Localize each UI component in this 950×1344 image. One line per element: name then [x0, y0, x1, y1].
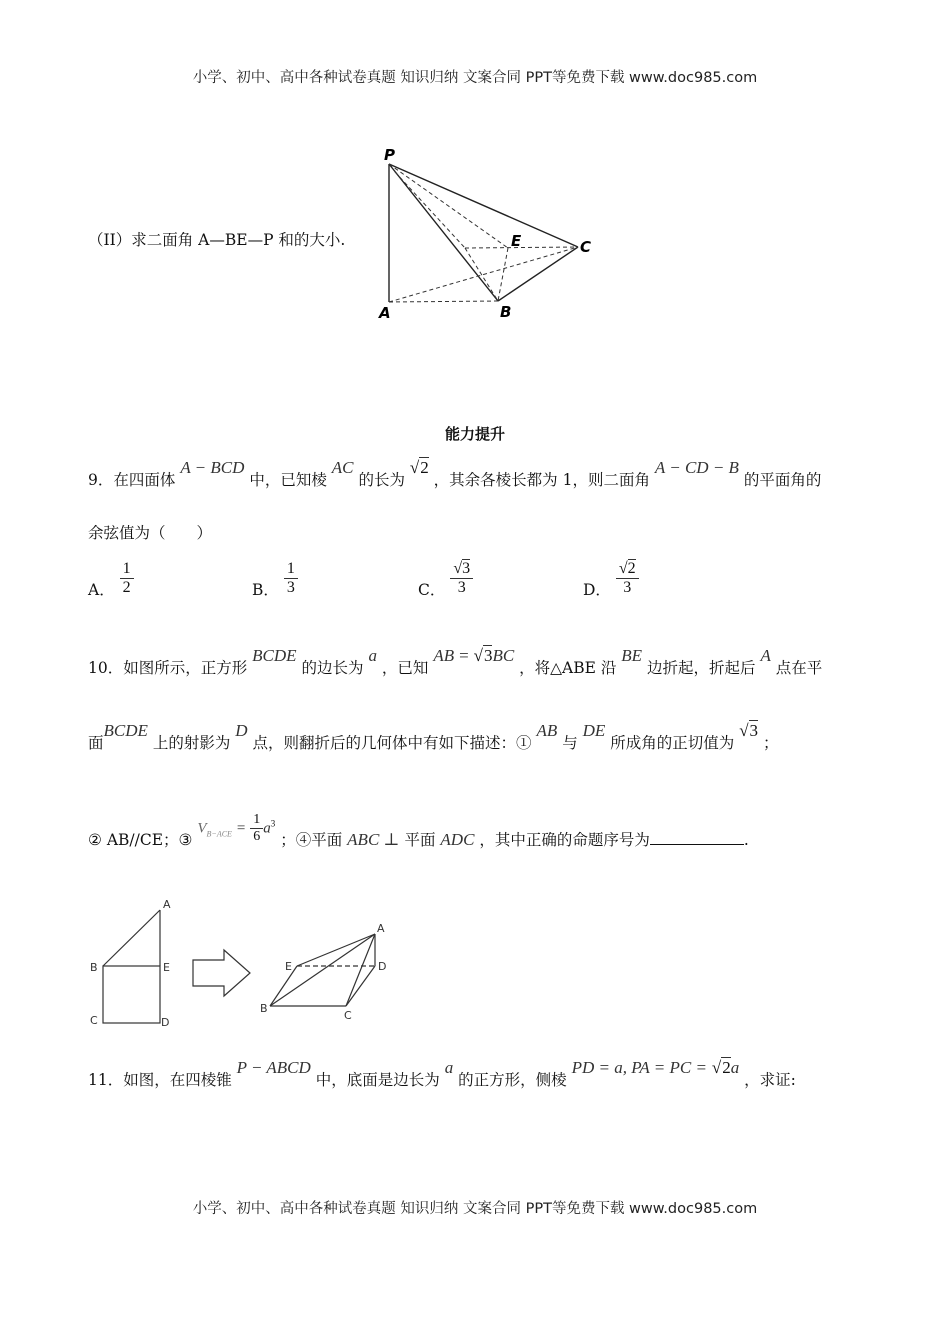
q9-option-c[interactable]: C． $\frac{√3}{3}$: [418, 560, 473, 598]
edge-PE: [389, 164, 508, 248]
square-bcde: [103, 966, 160, 1023]
q11-number: 11．如图，在四棱锥: [88, 1071, 232, 1089]
folding-figure: [85, 890, 405, 1030]
edge-B-E: [270, 966, 297, 1006]
pyramid-figure: [375, 140, 605, 325]
q9-line1: 9．在四面体 A − BCD 中，已知棱 AC 的长为 √2 ，其余各棱长都为 1，则二面角 A − CD − B 的平面角的: [88, 458, 822, 489]
section-title: 能力提升: [444, 425, 505, 443]
aux-line-3: [465, 248, 498, 301]
svg-text:D: D: [378, 960, 387, 973]
edge-BA: [103, 910, 160, 966]
edge-AC: [389, 247, 578, 302]
q10-line2: 面BCDE 上的射影为 D 点，则翻折后的几何体中有如下描述：① AB 与 DE 所成角的正切值为 √3 ；: [88, 721, 779, 752]
svg-text:C: C: [344, 1009, 352, 1022]
label-E: E: [511, 232, 522, 250]
svg-text:C: C: [90, 1014, 98, 1027]
label-A: A: [379, 304, 391, 322]
q10-line1: 10．如图所示，正方形 BCDE 的边长为 a ，已知 AB = √3BC ，将△ABE 沿 BE 边折起，折起后 A 点在平: [88, 646, 823, 677]
label-C: C: [580, 238, 592, 256]
q9-expr-tetra: A − BCD: [180, 458, 245, 477]
q9-line2: 余弦值为（ ）: [88, 524, 213, 542]
svg-text:E: E: [163, 961, 170, 974]
page-header: 小学、初中、高中各种试卷真题 知识归纳 文案合同 PPT等免费下载 www.doc985.com: [192, 70, 758, 86]
edge-PB: [389, 164, 498, 301]
q11-line1: 11．如图，在四棱锥 P − ABCD 中，底面是边长为 a 的正方形，侧棱 PD = a, PA = PC = √2a ，求证:: [88, 1058, 796, 1089]
label-B: B: [500, 303, 512, 321]
q9-expr-ac: AC: [331, 458, 354, 477]
arrow-shape: [193, 950, 250, 996]
svg-text:A: A: [163, 898, 171, 911]
q10-line3: ② AB//CE；③ $V_{B-ACE}$ = $\frac{1}{6}$ $a^3$ ；④平面 ABC ⊥ 平面 ADC ，其中正确的命题序号为 .: [88, 812, 749, 849]
q10-number: 10．如图所示，正方形: [88, 659, 248, 677]
q9-option-b[interactable]: B． $\frac{1}{3}$: [252, 560, 298, 598]
svg-text:B: B: [90, 961, 98, 974]
aux-line-2: [465, 247, 578, 248]
edge-PC: [389, 164, 578, 247]
answer-blank[interactable]: [650, 830, 744, 845]
svg-text:E: E: [285, 960, 292, 973]
page-footer: 小学、初中、高中各种试卷真题 知识归纳 文案合同 PPT等免费下载 www.doc985.com: [192, 1201, 758, 1217]
svg-text:D: D: [161, 1016, 170, 1029]
q9-number: 9．在四面体: [88, 471, 176, 489]
edge-C-A: [346, 934, 375, 1006]
svg-text:A: A: [377, 922, 385, 935]
q9-option-a[interactable]: A． $\frac{1}{2}$: [88, 560, 134, 598]
edge-BC: [498, 247, 578, 301]
edge-AB: [389, 301, 498, 302]
edge-EB: [498, 248, 508, 301]
q9-expr-dihedral: A − CD − B: [654, 458, 739, 477]
svg-text:B: B: [260, 1002, 268, 1015]
part2-text: （II）求二面角 A—BE—P 和的大小.: [88, 231, 346, 249]
label-P: P: [384, 146, 395, 164]
q9-option-d[interactable]: D． $\frac{√2}{3}$: [583, 560, 639, 598]
edge-C-D: [346, 966, 375, 1006]
q9-sqrt2: √2: [409, 458, 429, 477]
